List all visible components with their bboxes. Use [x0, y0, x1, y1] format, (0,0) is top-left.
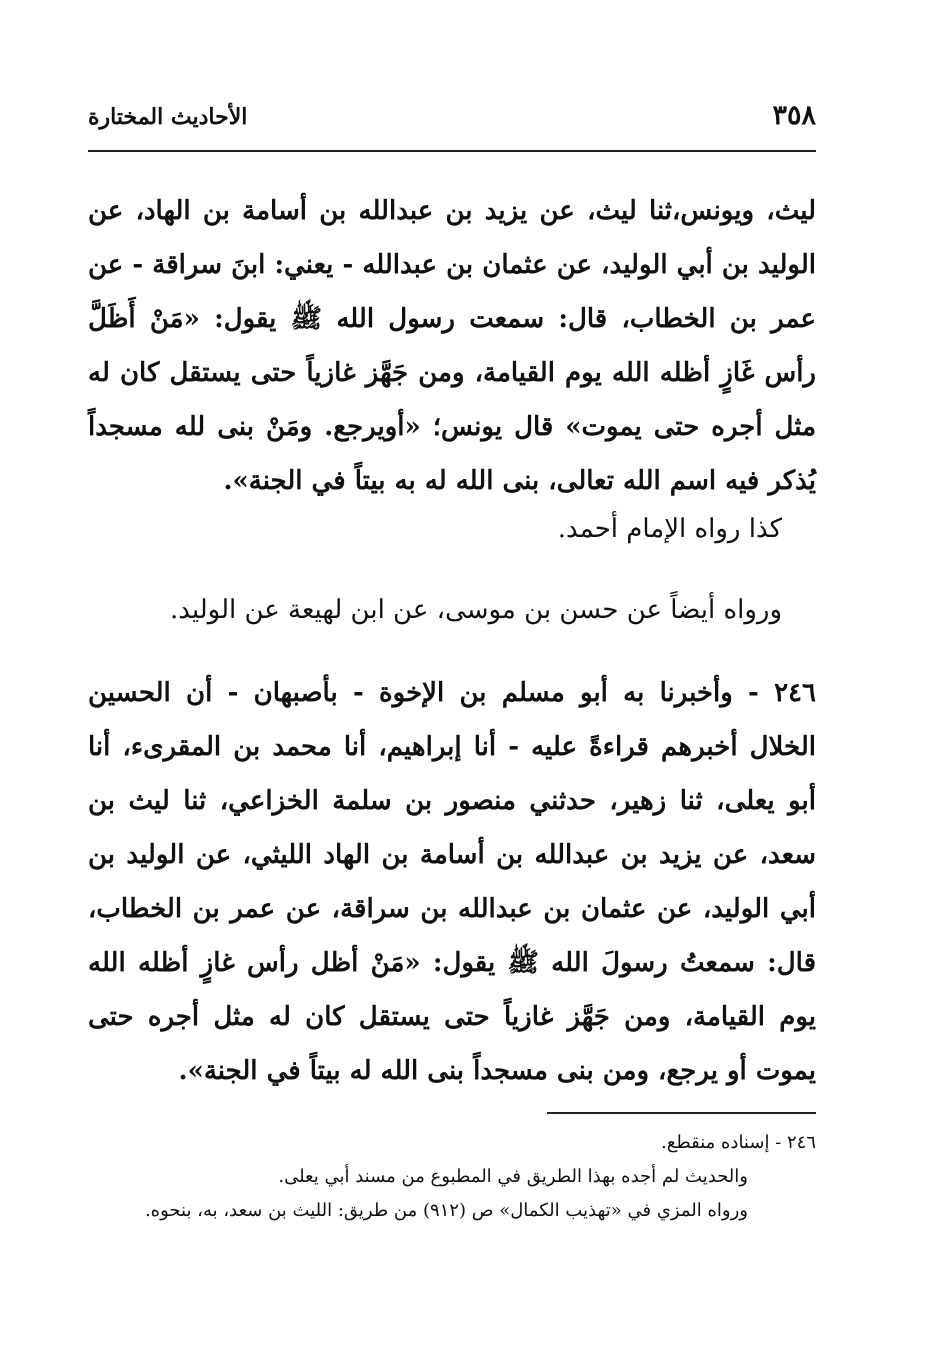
footnote-line-1: ٢٤٦ - إسناده منقطع. [661, 1132, 816, 1153]
footnote-line-3: ورواه المزي في «تهذيب الكمال» ص (٩١٢) من طريق: الليث بن سعد، به، بنحوه. [144, 1200, 748, 1221]
footnote-divider [547, 1112, 816, 1114]
footnotes [88, 1126, 816, 1228]
hadith-246-paragraph: ٢٤٦ - وأخبرنا به أبو مسلم بن الإخوة - بأصبهان - أن الحسين الخلال أخبرهم قراءةً عليه - أنا إبراهيم، أنا محمد بن المقرىء، أنا أبو يعلى، ثنا زهير، حدثني منصور بن سلمة الخزاعي، ثنا ليث بن سعد، عن يزيد بن عبدالله بن أسامة بن الهاد الليثي، عن الوليد بن أبي الوليد، عن عثمان بن عبدالله بن سراقة، عن عمر بن الخطاب، قال: سمعتُ رسولَ الله ﷺ يقول: «مَنْ أظل رأس غازٍ أظله الله يوم القيامة، ومن جَهَّز غازياً حتى يستقل كان له مثل أجره حتى يموت أو يرجع، ومن بنى مسجداً بنى الله له بيتاً في الجنة». [88, 678, 817, 1086]
page-header [88, 98, 816, 138]
footnote-line-2: والحديث لم أجده بهذا الطريق في المطبوع من مسند أبي يعلى. [278, 1166, 748, 1187]
page-number: ٣٥٨ [772, 100, 816, 131]
narration-note-paragraph: كذا رواه الإمام أحمد. [557, 514, 782, 544]
header-divider [88, 150, 816, 152]
hadith-continuation-paragraph: ليث، ويونس،ثنا ليث، عن يزيد بن عبدالله بن أسامة بن الهاد، عن الوليد بن أبي الوليد، عن عثمان بن عبدالله - يعني: ابنَ سراقة - عن عمر بن الخطاب، قال: سمعت رسول الله ﷺ يقول: «مَنْ أَظَلَّ رأس غَازٍ أظله الله يوم القيامة، ومن جَهَّز غازياً حتى يستقل كان له مثل أجره حتى يموت» قال يونس؛ «أويرجع. ومَنْ بنى لله مسجداً يُذكر فيه اسم الله تعالى، بنى الله له به بيتاً في الجنة». [88, 196, 816, 496]
running-title: الأحاديث المختارة [88, 104, 248, 130]
alternate-chain-paragraph: ورواه أيضاً عن حسن بن موسى، عن ابن لهيعة عن الوليد. [169, 595, 782, 625]
